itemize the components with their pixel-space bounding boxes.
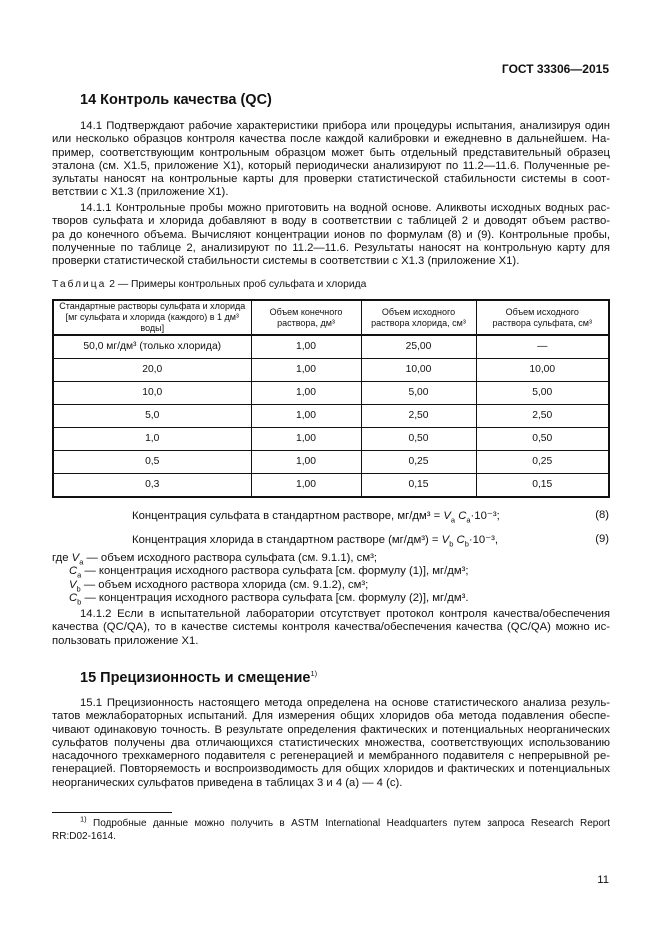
table-cell: 25,00 [361, 335, 476, 359]
caption-text: 2 — Примеры контрольных проб сульфата и хлорида [106, 279, 367, 290]
table-cell: 1,00 [251, 451, 361, 474]
text-line: полученные по таблице 2, анализируют по 11.2—11.6. Результаты наносят на контрольную карту для [52, 241, 610, 254]
table-row [53, 474, 609, 498]
table-row [53, 405, 609, 428]
table-cell: 0,5 [53, 451, 251, 474]
table-cell: 0,50 [476, 428, 609, 451]
text-line: сульфатов получены два отличающихся статистических множества, соответствующих использованию [52, 736, 610, 749]
paragraph-14-1 [52, 120, 610, 200]
table-cell: 1,00 [251, 474, 361, 498]
text-line: проверки статистической стабильности системы в соответствии с X1.3 (приложение X1). [52, 255, 520, 268]
text-line: татов межлабораторных испытаний. Для измерения общих хлоридов оба метода подавления обеспе- [52, 710, 610, 723]
table-cell: 10,0 [53, 382, 251, 405]
text-line: 14.1.2 Если в испытательной лаборатории отсутствует протокол контроля качества/обеспечения [80, 608, 610, 620]
table-row [53, 428, 609, 451]
text-line: 14.1 Подтверждают рабочие характеристики прибора или процедуры испытания, анализируя один [80, 120, 610, 132]
paragraph-14-1-2 [52, 608, 610, 648]
table-cell: 5,0 [53, 405, 251, 428]
formula-8-number: (8) [595, 509, 609, 521]
table-cell: 0,25 [476, 451, 609, 474]
table-cell: 10,00 [476, 359, 609, 382]
table-cell: 10,00 [361, 359, 476, 382]
table-cell: 0,50 [361, 428, 476, 451]
table-row [53, 335, 609, 359]
table-cell: 2,50 [361, 405, 476, 428]
text-line: творов сульфата и хлорида добавляют в воду в соответствии с таблицей 2 и доводят объем раство- [52, 215, 610, 228]
where-list [52, 552, 610, 605]
formula-9: Концентрация хлорида в стандартном растворе $(мг/дм^3) = V_b$ $C_b\cdot 10^{-3}$, [132, 534, 499, 549]
table-cell: 0,15 [476, 474, 609, 498]
table-cell: 5,00 [361, 382, 476, 405]
table-row [53, 382, 609, 405]
table-cell: 1,00 [251, 335, 361, 359]
text-line: $^{1)}$ Подробные данные можно получить в ASTM International Headquarters путем запроса Research Report [80, 814, 610, 829]
caption-label: Таблица [52, 279, 107, 290]
column-header: Объем исходного раствора хлорида, см³ [361, 300, 476, 335]
text-line: RR:D02-1614. [52, 831, 116, 842]
table-cell: 1,00 [251, 428, 361, 451]
column-header: Объем исходного раствора сульфата, см³ [476, 300, 609, 335]
table-row [53, 359, 609, 382]
table-cell: 50,0 мг/дм³ (только хлорида) [53, 335, 251, 359]
text-line: зультаты наносят на контрольные карты для проверки статистической стабильности системы в соот- [52, 173, 610, 186]
table-cell: 0,25 [361, 451, 476, 474]
column-header: Стандартные растворы сульфата и хлорида [мг сульфата и хлорида (каждого) в 1 дм³ воды] [53, 300, 251, 335]
text-line: ра до конечного объема. Вычисляют концентрации ионов по формулам (8) и (9). Контрольные пробы, [52, 228, 610, 241]
where-item: $V_b$ — объем исходного раствора хлорида (см. 9.1.2), см³; [69, 578, 369, 593]
table-cell: 2,50 [476, 405, 609, 428]
text-line: эталона (см. X1.5, приложение X1), который периодически анализируют по 11.2—11.6. Полученные ре- [52, 159, 610, 172]
text-line: 14.1.1 Контрольные пробы можно приготовить на водной основе. Аликвоты исходных водных рас- [80, 202, 610, 214]
table-cell: 0,3 [53, 474, 251, 498]
table-cell: 5,00 [476, 382, 609, 405]
section-15-heading: 15 Прецизионность и смещение$^{1)}$ [80, 669, 318, 686]
table-cell: 20,0 [53, 359, 251, 382]
text-line: насадочного трехкамерного подавителя с регенерацией и мембранного подавителя с непрерывной ре- [52, 750, 610, 763]
text-line: ветствии с X1.3 (приложение X1). [52, 186, 229, 199]
formula-8: Концентрация сульфата в стандартном растворе, $мг/дм^3 = V_a$ $C_a\cdot 10^{-3}$; [132, 510, 500, 525]
column-header: Объем конечного раствора, дм³ [251, 300, 361, 335]
table-header-row [53, 300, 609, 335]
table-2 [52, 299, 610, 498]
text-line: 15.1 Прецизионность настоящего метода определена на основе статистического анализа резуль- [80, 697, 610, 709]
table-cell: 0,15 [361, 474, 476, 498]
where-item: $C_a$ — концентрация исходного раствора сульфата [см. формулу (1)], мг/дм³; [69, 565, 469, 580]
document-id: ГОСТ 33306—2015 [501, 62, 609, 76]
page-number: 11 [597, 874, 609, 886]
paragraph-14-1-1 [52, 202, 610, 268]
text-line: неорганических сульфатов приведена в таблицах 3 и 4 (а) — 4 (с). [52, 776, 403, 789]
table-caption [52, 279, 366, 290]
table-cell: 1,00 [251, 405, 361, 428]
where-item: $C_b$ — концентрация исходного раствора сульфата [см. формулу (2)], мг/дм³. [69, 591, 469, 607]
text-line: генерацией. Повторяемость и воспроизводимость для общих хлоридов и фактических и потенциальных [52, 763, 610, 776]
text-line: чивают одинаковую точность. В результате определения фактических и потенциальных неорганических [52, 723, 610, 736]
section-14-heading: 14 Контроль качества (QC) [80, 92, 272, 108]
text-line: или несколько образцов контроля качества после каждой калибровки и ежедневно в дальнейшем. На- [52, 133, 610, 146]
text-line: качества (QC/QA), то в качестве системы контроля качества/обеспечения качества (QC/QA) можно ис- [52, 621, 610, 634]
text-line: пример, соответствующим контрольным образцом может быть отдельный представительный образец [52, 146, 610, 159]
table-row [53, 451, 609, 474]
footnote [52, 814, 610, 843]
table-cell: 1,0 [53, 428, 251, 451]
footnote-divider [52, 812, 172, 813]
text-line: пользовать приложение X1. [52, 634, 199, 647]
footnote-ref[interactable]: 1) [310, 669, 318, 679]
formula-9-number: (9) [595, 533, 609, 545]
where-item: где $V_a$ — объем исходного раствора сульфата (см. 9.1.1), см³; [52, 552, 377, 567]
table-cell: 1,00 [251, 382, 361, 405]
table-cell: — [476, 335, 609, 359]
paragraph-15-1 [52, 697, 610, 790]
table-cell: 1,00 [251, 359, 361, 382]
